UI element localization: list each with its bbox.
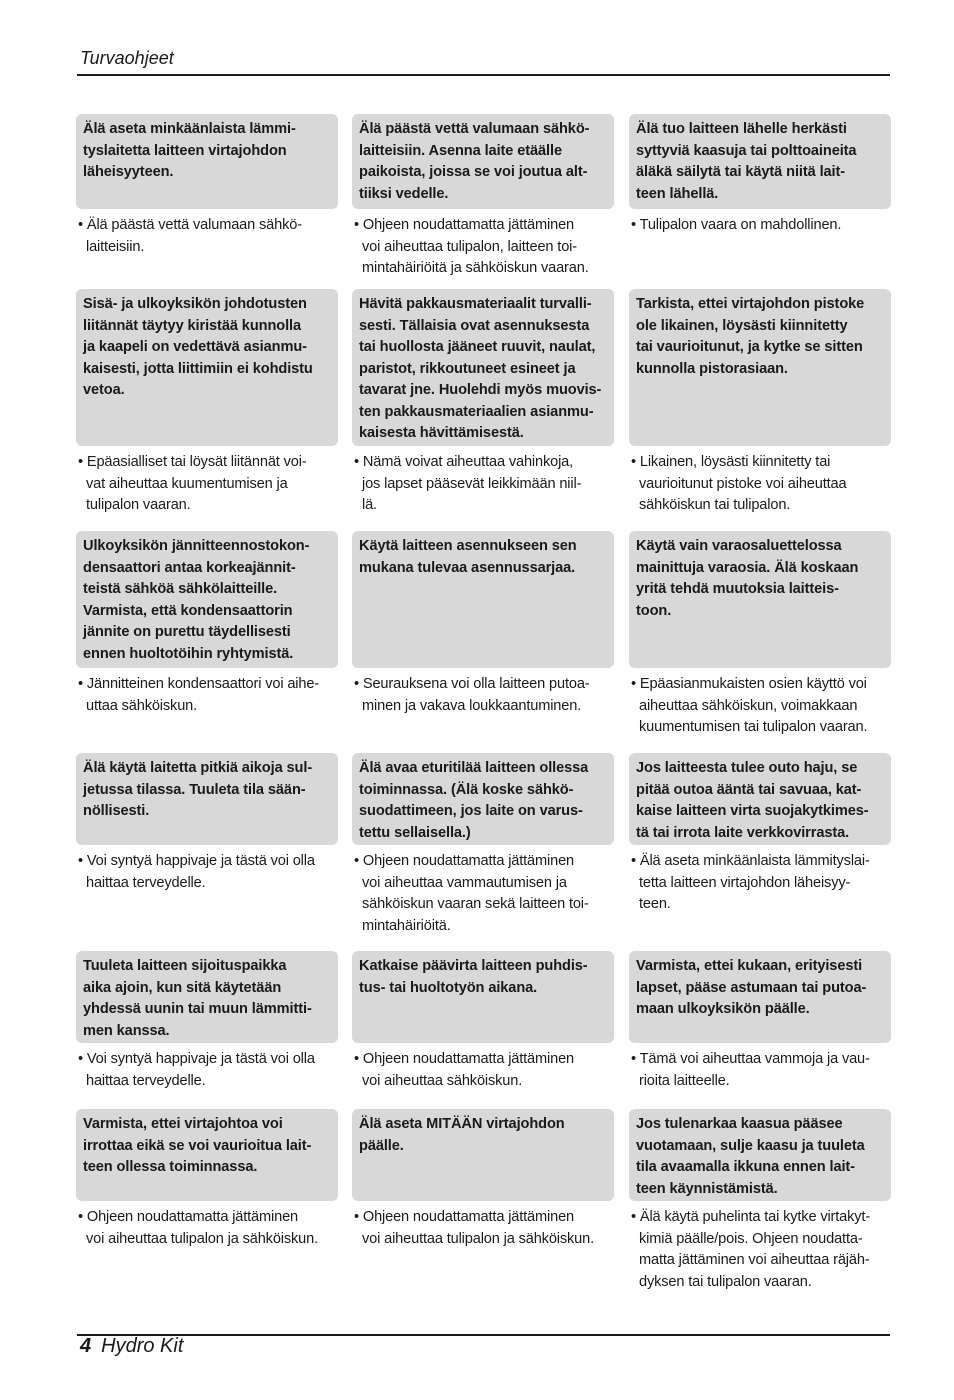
safety-item xyxy=(76,1109,338,1250)
warning-note: • Tämä voi aiheuttaa vammoja ja vau- rioita laitteelle. xyxy=(631,1051,870,1089)
safety-item xyxy=(352,1109,614,1250)
page-footer xyxy=(80,1335,183,1358)
warning-box: Käytä laitteen asennukseen sen mukana tulevaa asennussarjaa. xyxy=(352,531,614,668)
warning-box: Älä päästä vettä valumaan sähkö- laitteisiin. Asenna laite etäälle paikoista, joissa se voi joutua alt- tiiksi vedelle. xyxy=(352,114,614,209)
safety-item xyxy=(629,1109,891,1293)
warning-box: Tuuleta laitteen sijoituspaikka aika ajoin, kun sitä käytetään yhdessä uunin tai muun lämmitti- men kanssa. xyxy=(76,951,338,1043)
warning-note: • Älä käytä puhelinta tai kytke virtakyt- kimiä päälle/pois. Ohjeen noudatta- matta jättäminen voi aiheuttaa räjäh- dyksen tai tulipalon vaaran. xyxy=(631,1209,871,1290)
warning-box: Varmista, ettei virtajohtoa voi irrottaa eikä se voi vaurioitua lait- teen ollessa toiminnassa. xyxy=(76,1109,338,1201)
page-number: 4 xyxy=(80,1335,92,1357)
warning-note: • Epäasianmukaisten osien käyttö voi aiheuttaa sähköiskun, voimakkaan kuumentumisen tai tulipalon vaaran. xyxy=(631,676,868,735)
warning-note: • Ohjeen noudattamatta jättäminen voi aiheuttaa vammautumisen ja sähköiskun vaaran sekä laitteen toi- mintahäiriöitä. xyxy=(354,853,589,934)
warning-box: Katkaise päävirta laitteen puhdis- tus- tai huoltotyön aikana. xyxy=(352,951,614,1043)
safety-item xyxy=(76,951,338,1092)
warning-note: • Älä aseta minkäänlaista lämmityslai- tetta laitteen virtajohdon läheisyy- teen. xyxy=(631,853,870,912)
warning-box: Ulkoyksikön jännitteennostokon- densaattori antaa korkeajännit- teistä sähköä sähkölaitteille. Varmista, että kondensaattorin jännite on purettu täydellisesti ennen huoltotöihin ryhtymistä. xyxy=(76,531,338,668)
warning-note: • Ohjeen noudattamatta jättäminen voi aiheuttaa tulipalon ja sähköiskun. xyxy=(354,1209,595,1247)
safety-item xyxy=(352,531,614,717)
warning-note: • Tulipalon vaara on mahdollinen. xyxy=(631,217,842,233)
warning-box: Tarkista, ettei virtajohdon pistoke ole likainen, löysästi kiinnitetty tai vaurioitunut, ja kytke se sitten kunnolla pistorasiaan. xyxy=(629,289,891,446)
warning-note: • Ohjeen noudattamatta jättäminen voi aiheuttaa tulipalon ja sähköiskun. xyxy=(78,1209,319,1247)
warning-note: • Ohjeen noudattamatta jättäminen voi aiheuttaa tulipalon, laitteen toi- mintahäiriöitä ja sähköiskun vaaran. xyxy=(354,217,589,276)
safety-grid xyxy=(76,0,892,1400)
warning-note: • Älä päästä vettä valumaan sähkö- laitteisiin. xyxy=(78,217,302,255)
safety-item xyxy=(629,951,891,1092)
footer-title: Hydro Kit xyxy=(101,1335,184,1357)
safety-item xyxy=(352,951,614,1092)
warning-box: Hävitä pakkausmateriaalit turvalli- sesti. Tällaisia ovat asennuksesta tai huollosta jääneet ruuvit, naulat, paristot, rikkoutuneet esineet ja tavarat jne. Huolehdi myös muovis- ten pakkausmateriaalien asianmu- kaisesta hävittämisestä. xyxy=(352,289,614,446)
warning-note: • Ohjeen noudattamatta jättäminen voi aiheuttaa sähköiskun. xyxy=(354,1051,575,1089)
warning-box: Sisä- ja ulkoyksikön johdotusten liitännät täytyy kiristää kunnolla ja kaapeli on vedettävä asianmu- kaisesti, jotta liittimiin ei kohdistu vetoa. xyxy=(76,289,338,446)
safety-item xyxy=(629,531,891,739)
warning-note: • Likainen, löysästi kiinnitetty tai vaurioitunut pistoke voi aiheuttaa sähköiskun tai tulipalon. xyxy=(631,454,847,513)
page-header-title: Turvaohjeet xyxy=(80,48,174,68)
warning-note: • Seurauksena voi olla laitteen putoa- minen ja vakava loukkaantuminen. xyxy=(354,676,590,714)
warning-note: • Voi syntyä happivaje ja tästä voi olla haittaa terveydelle. xyxy=(78,853,315,891)
safety-item xyxy=(76,753,338,894)
safety-item xyxy=(76,531,338,717)
warning-box: Älä tuo laitteen lähelle herkästi syttyviä kaasuja tai polttoaineita äläkä säilytä tai käytä niitä lait- teen lähellä. xyxy=(629,114,891,209)
warning-box: Älä aseta minkäänlaista lämmi- tyslaitetta laitteen virtajohdon läheisyyteen. xyxy=(76,114,338,209)
footer-rule xyxy=(77,1334,890,1336)
warning-box: Jos tulenarkaa kaasua pääsee vuotamaan, sulje kaasu ja tuuleta tila avaamalla ikkuna ennen lait- teen käynnistämistä. xyxy=(629,1109,891,1201)
safety-item xyxy=(76,289,338,517)
warning-note: • Voi syntyä happivaje ja tästä voi olla haittaa terveydelle. xyxy=(78,1051,315,1089)
safety-item xyxy=(352,114,614,280)
warning-box: Älä käytä laitetta pitkiä aikoja sul- jetussa tilassa. Tuuleta tila sään- nöllisesti. xyxy=(76,753,338,845)
warning-box: Varmista, ettei kukaan, erityisesti lapset, pääse astumaan tai putoa- maan ulkoyksikön päälle. xyxy=(629,951,891,1043)
safety-item xyxy=(352,753,614,937)
safety-item xyxy=(629,289,891,517)
warning-note: • Nämä voivat aiheuttaa vahinkoja, jos lapset pääsevät leikkimään niil- lä. xyxy=(354,454,582,513)
warning-note: • Jännitteinen kondensaattori voi aihe- uttaa sähköiskun. xyxy=(78,676,320,714)
warning-box: Jos laitteesta tulee outo haju, se pitää outoa ääntä tai savuaa, kat- kaise laitteen virta suojakytkimes- tä tai irrota laite verkkovirrasta. xyxy=(629,753,891,845)
warning-note: • Epäasialliset tai löysät liitännät voi- vat aiheuttaa kuumentumisen ja tulipalon vaaran. xyxy=(78,454,307,513)
safety-item xyxy=(352,289,614,517)
safety-item xyxy=(629,753,891,916)
warning-box: Älä aseta MITÄÄN virtajohdon päälle. xyxy=(352,1109,614,1201)
safety-item xyxy=(76,114,338,258)
warning-box: Älä avaa eturitilää laitteen ollessa toiminnassa. (Älä koske sähkö- suodattimeen, jos laite on varus- tettu sellaisella.) xyxy=(352,753,614,845)
warning-box: Käytä vain varaosaluettelossa mainittuja varaosia. Älä koskaan yritä tehdä muutoksia laitteis- toon. xyxy=(629,531,891,668)
safety-item xyxy=(629,114,891,237)
